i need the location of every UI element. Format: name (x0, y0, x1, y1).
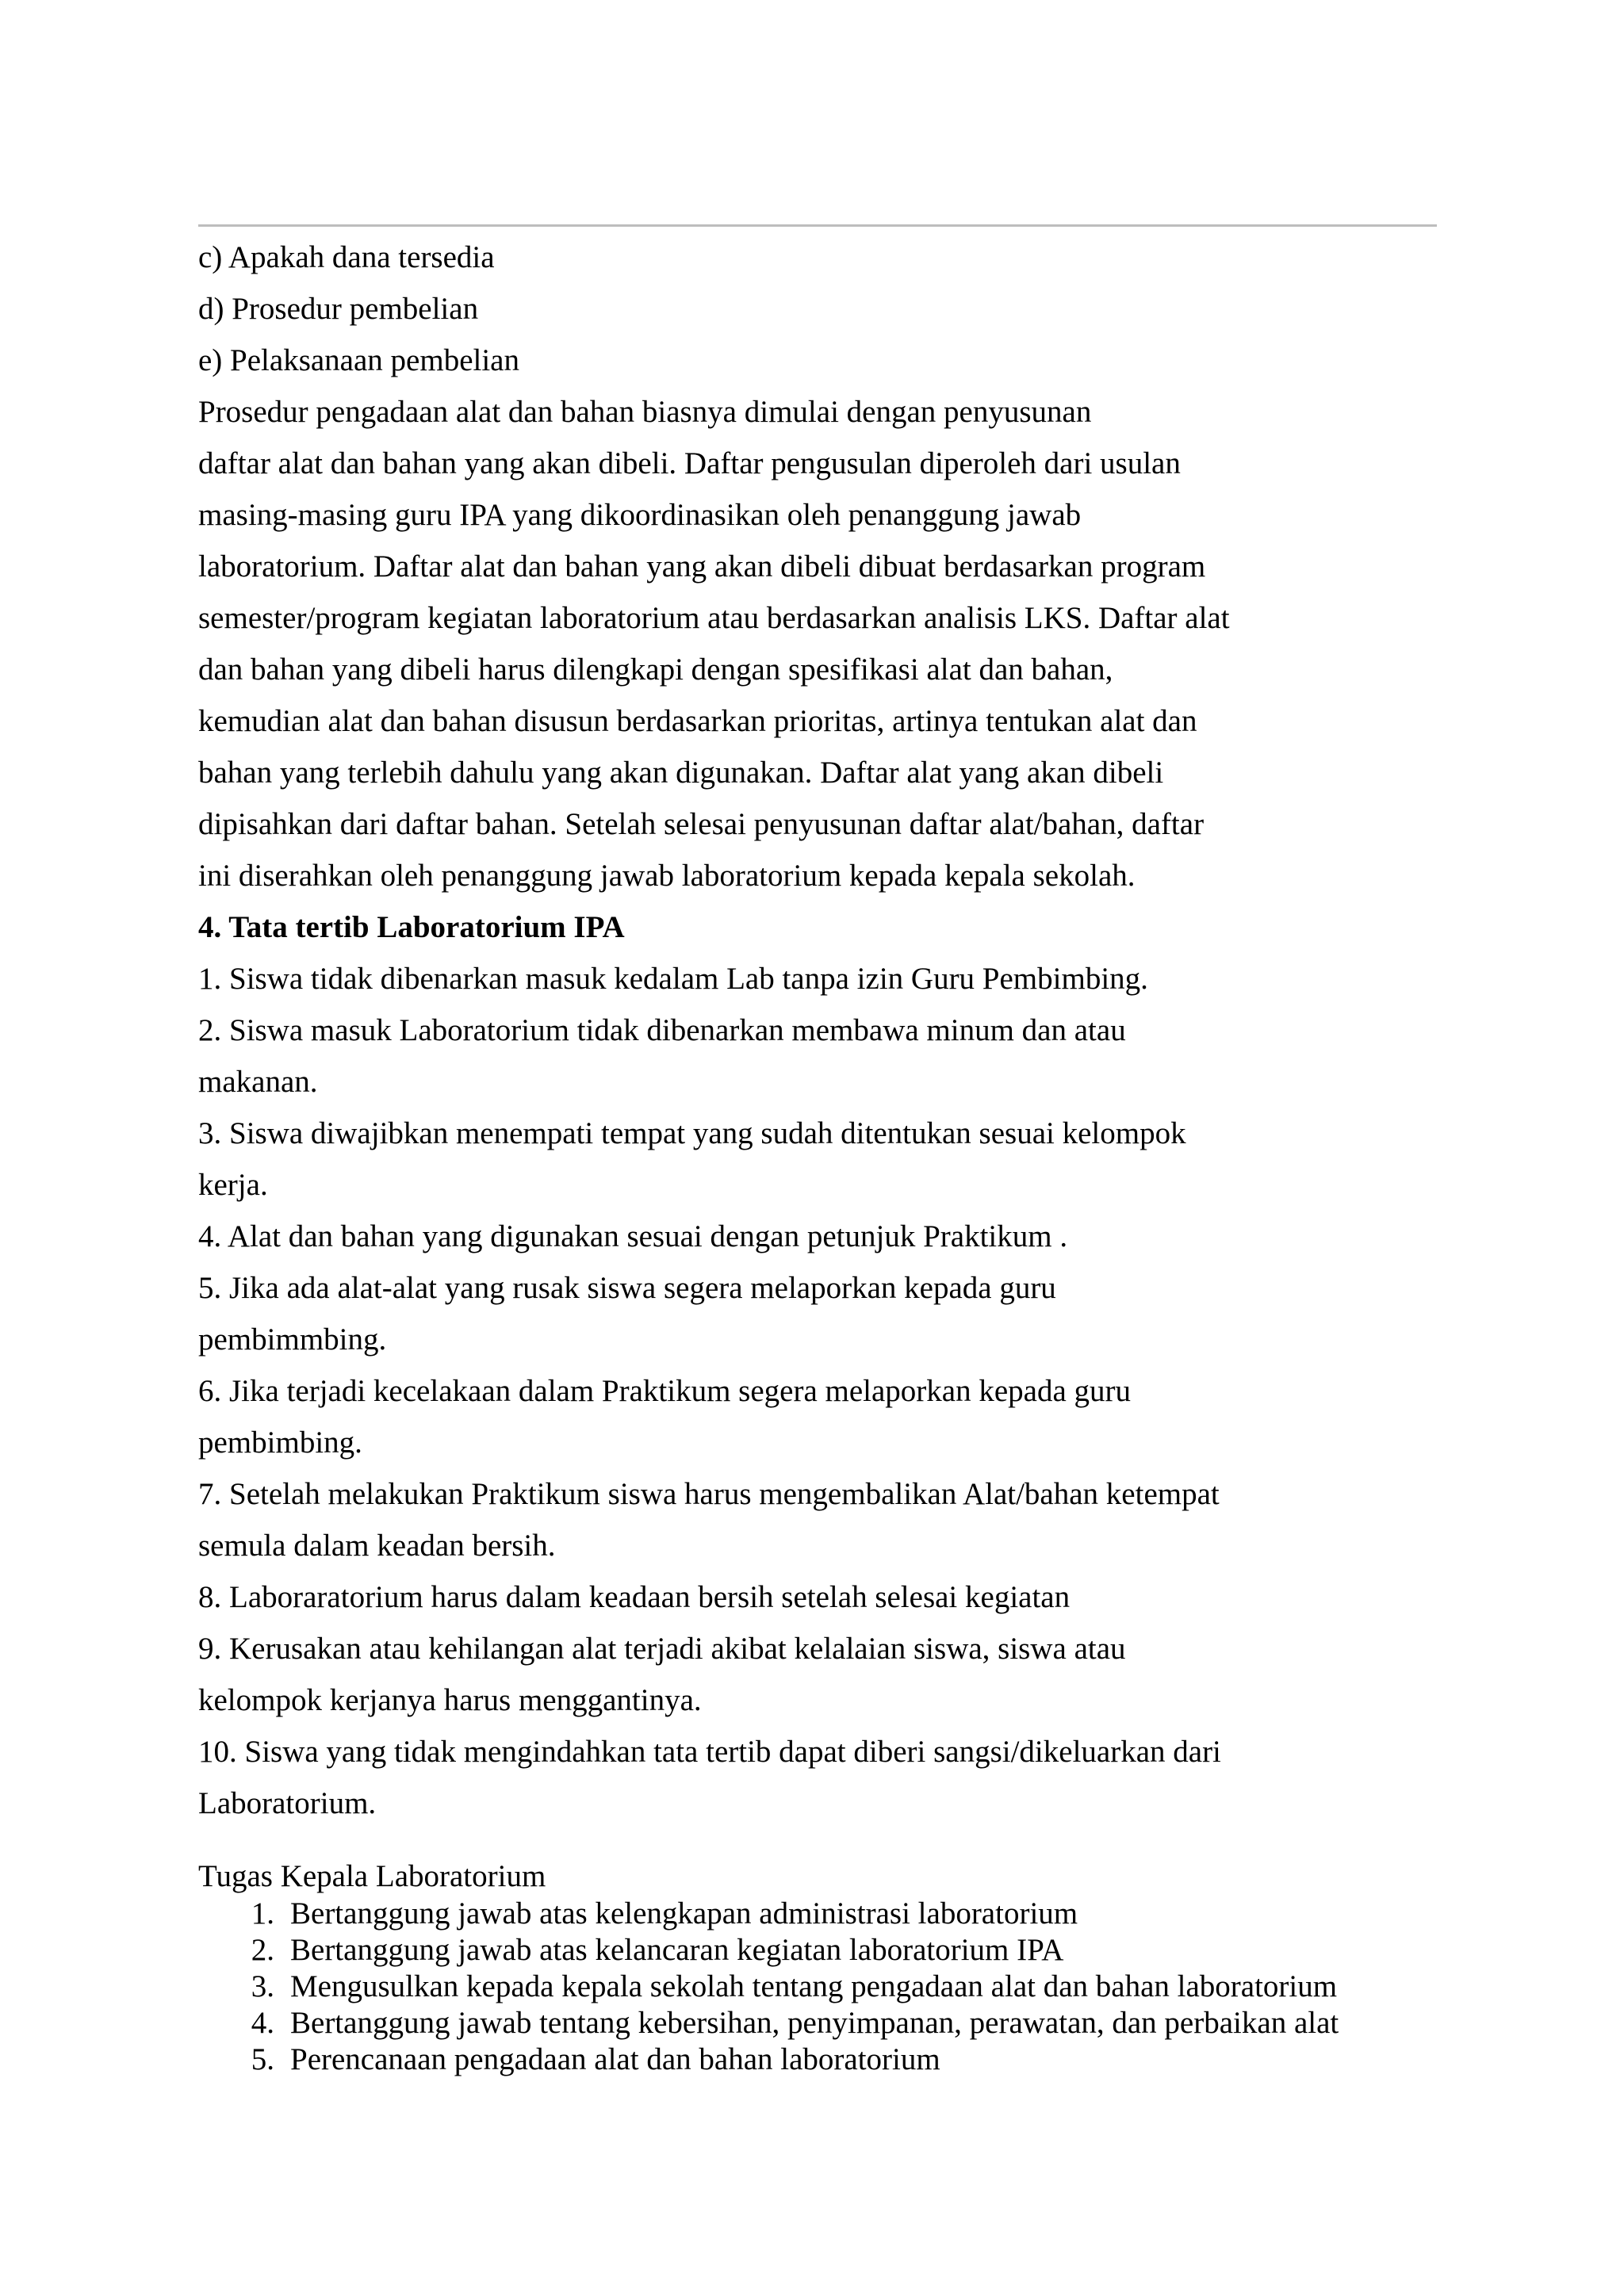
rule-line: 9. Kerusakan atau kehilangan alat terjadi akibat kelalaian siswa, siswa atau (198, 1632, 1126, 1666)
paragraph-line: Prosedur pengadaan alat dan bahan biasnya dimulai dengan penyusunan (198, 395, 1092, 429)
paragraph-line: ini diserahkan oleh penanggung jawab laboratorium kepada kepala sekolah. (198, 859, 1136, 893)
section-heading: 4. Tata tertib Laboratorium IPA (198, 910, 625, 944)
paragraph-line: semester/program kegiatan laboratorium atau berdasarkan analisis LKS. Daftar alat (198, 601, 1230, 635)
tugas-title: Tugas Kepala Laboratorium (198, 1859, 546, 1893)
list-item-c: c) Apakah dana tersedia (198, 240, 495, 274)
paragraph-line: kemudian alat dan bahan disusun berdasarkan prioritas, artinya tentukan alat dan (198, 704, 1197, 738)
tugas-item-number: 1. (251, 1896, 274, 1931)
paragraph-line: dan bahan yang dibeli harus dilengkapi dengan spesifikasi alat dan bahan, (198, 652, 1113, 687)
rule-line: kerja. (198, 1168, 268, 1202)
rule-line: 1. Siswa tidak dibenarkan masuk kedalam Lab tanpa izin Guru Pembimbing. (198, 962, 1148, 996)
tugas-item (198, 2005, 1467, 2042)
list-item-d: d) Prosedur pembelian (198, 292, 479, 326)
rule-line: 6. Jika terjadi kecelakaan dalam Praktikum segera melaporkan kepada guru (198, 1374, 1132, 1408)
tugas-item-number: 2. (251, 1933, 274, 1967)
paragraph-line: bahan yang terlebih dahulu yang akan digunakan. Daftar alat yang akan dibeli (198, 756, 1164, 790)
rule-line: 5. Jika ada alat-alat yang rusak siswa segera melaporkan kepada guru (198, 1271, 1056, 1305)
rule-line: kelompok kerjanya harus menggantinya. (198, 1683, 702, 1717)
rule-line: 4. Alat dan bahan yang digunakan sesuai dengan petunjuk Praktikum . (198, 1219, 1068, 1253)
tugas-item (198, 2042, 1467, 2078)
rule-line: 2. Siswa masuk Laboratorium tidak dibenarkan membawa minum dan atau (198, 1013, 1126, 1047)
paragraph-line: laboratorium. Daftar alat dan bahan yang akan dibeli dibuat berdasarkan program (198, 549, 1206, 584)
rule-line: makanan. (198, 1065, 318, 1099)
tugas-item-number: 5. (251, 2042, 274, 2076)
paragraph-line: daftar alat dan bahan yang akan dibeli. Daftar pengusulan diperoleh dari usulan (198, 446, 1181, 480)
tugas-list (198, 1896, 1467, 2078)
rule-line: 8. Laboraratorium harus dalam keadaan bersih setelah selesai kegiatan (198, 1580, 1071, 1614)
tugas-item-number: 3. (251, 1969, 274, 2003)
rule-line: pembimmbing. (198, 1322, 387, 1357)
paragraph-line: masing-masing guru IPA yang dikoordinasikan oleh penanggung jawab (198, 498, 1082, 532)
tugas-item-text: Bertanggung jawab tentang kebersihan, penyimpanan, perawatan, dan perbaikan alat (290, 2006, 1339, 2040)
rule-line: 7. Setelah melakukan Praktikum siswa harus mengembalikan Alat/bahan ketempat (198, 1477, 1220, 1511)
tugas-item (198, 1969, 1467, 2005)
list-item-e: e) Pelaksanaan pembelian (198, 343, 519, 377)
rule-line: Laboratorium. (198, 1786, 377, 1820)
tugas-item-text: Bertanggung jawab atas kelancaran kegiatan laboratorium IPA (290, 1933, 1064, 1967)
tugas-item-text: Bertanggung jawab atas kelengkapan administrasi laboratorium (290, 1896, 1078, 1931)
rule-line: pembimbing. (198, 1425, 362, 1460)
tugas-item-text: Perencanaan pengadaan alat dan bahan laboratorium (290, 2042, 940, 2076)
tugas-item-text: Mengusulkan kepada kepala sekolah tentang pengadaan alat dan bahan laboratorium (290, 1969, 1338, 2003)
rule-line: semula dalam keadan bersih. (198, 1529, 556, 1563)
body-text (198, 232, 1451, 1829)
paragraph-line: dipisahkan dari daftar bahan. Setelah selesai penyusunan daftar alat/bahan, daftar (198, 807, 1205, 841)
tugas-item (198, 1896, 1467, 1932)
rule-line: 3. Siswa diwajibkan menempati tempat yang sudah ditentukan sesuai kelompok (198, 1116, 1186, 1150)
tugas-section (198, 1857, 1467, 2078)
tugas-item-number: 4. (251, 2006, 274, 2040)
header-divider (198, 224, 1437, 227)
tugas-item (198, 1932, 1467, 1969)
rule-line: 10. Siswa yang tidak mengindahkan tata tertib dapat diberi sangsi/dikeluarkan dari (198, 1735, 1221, 1769)
